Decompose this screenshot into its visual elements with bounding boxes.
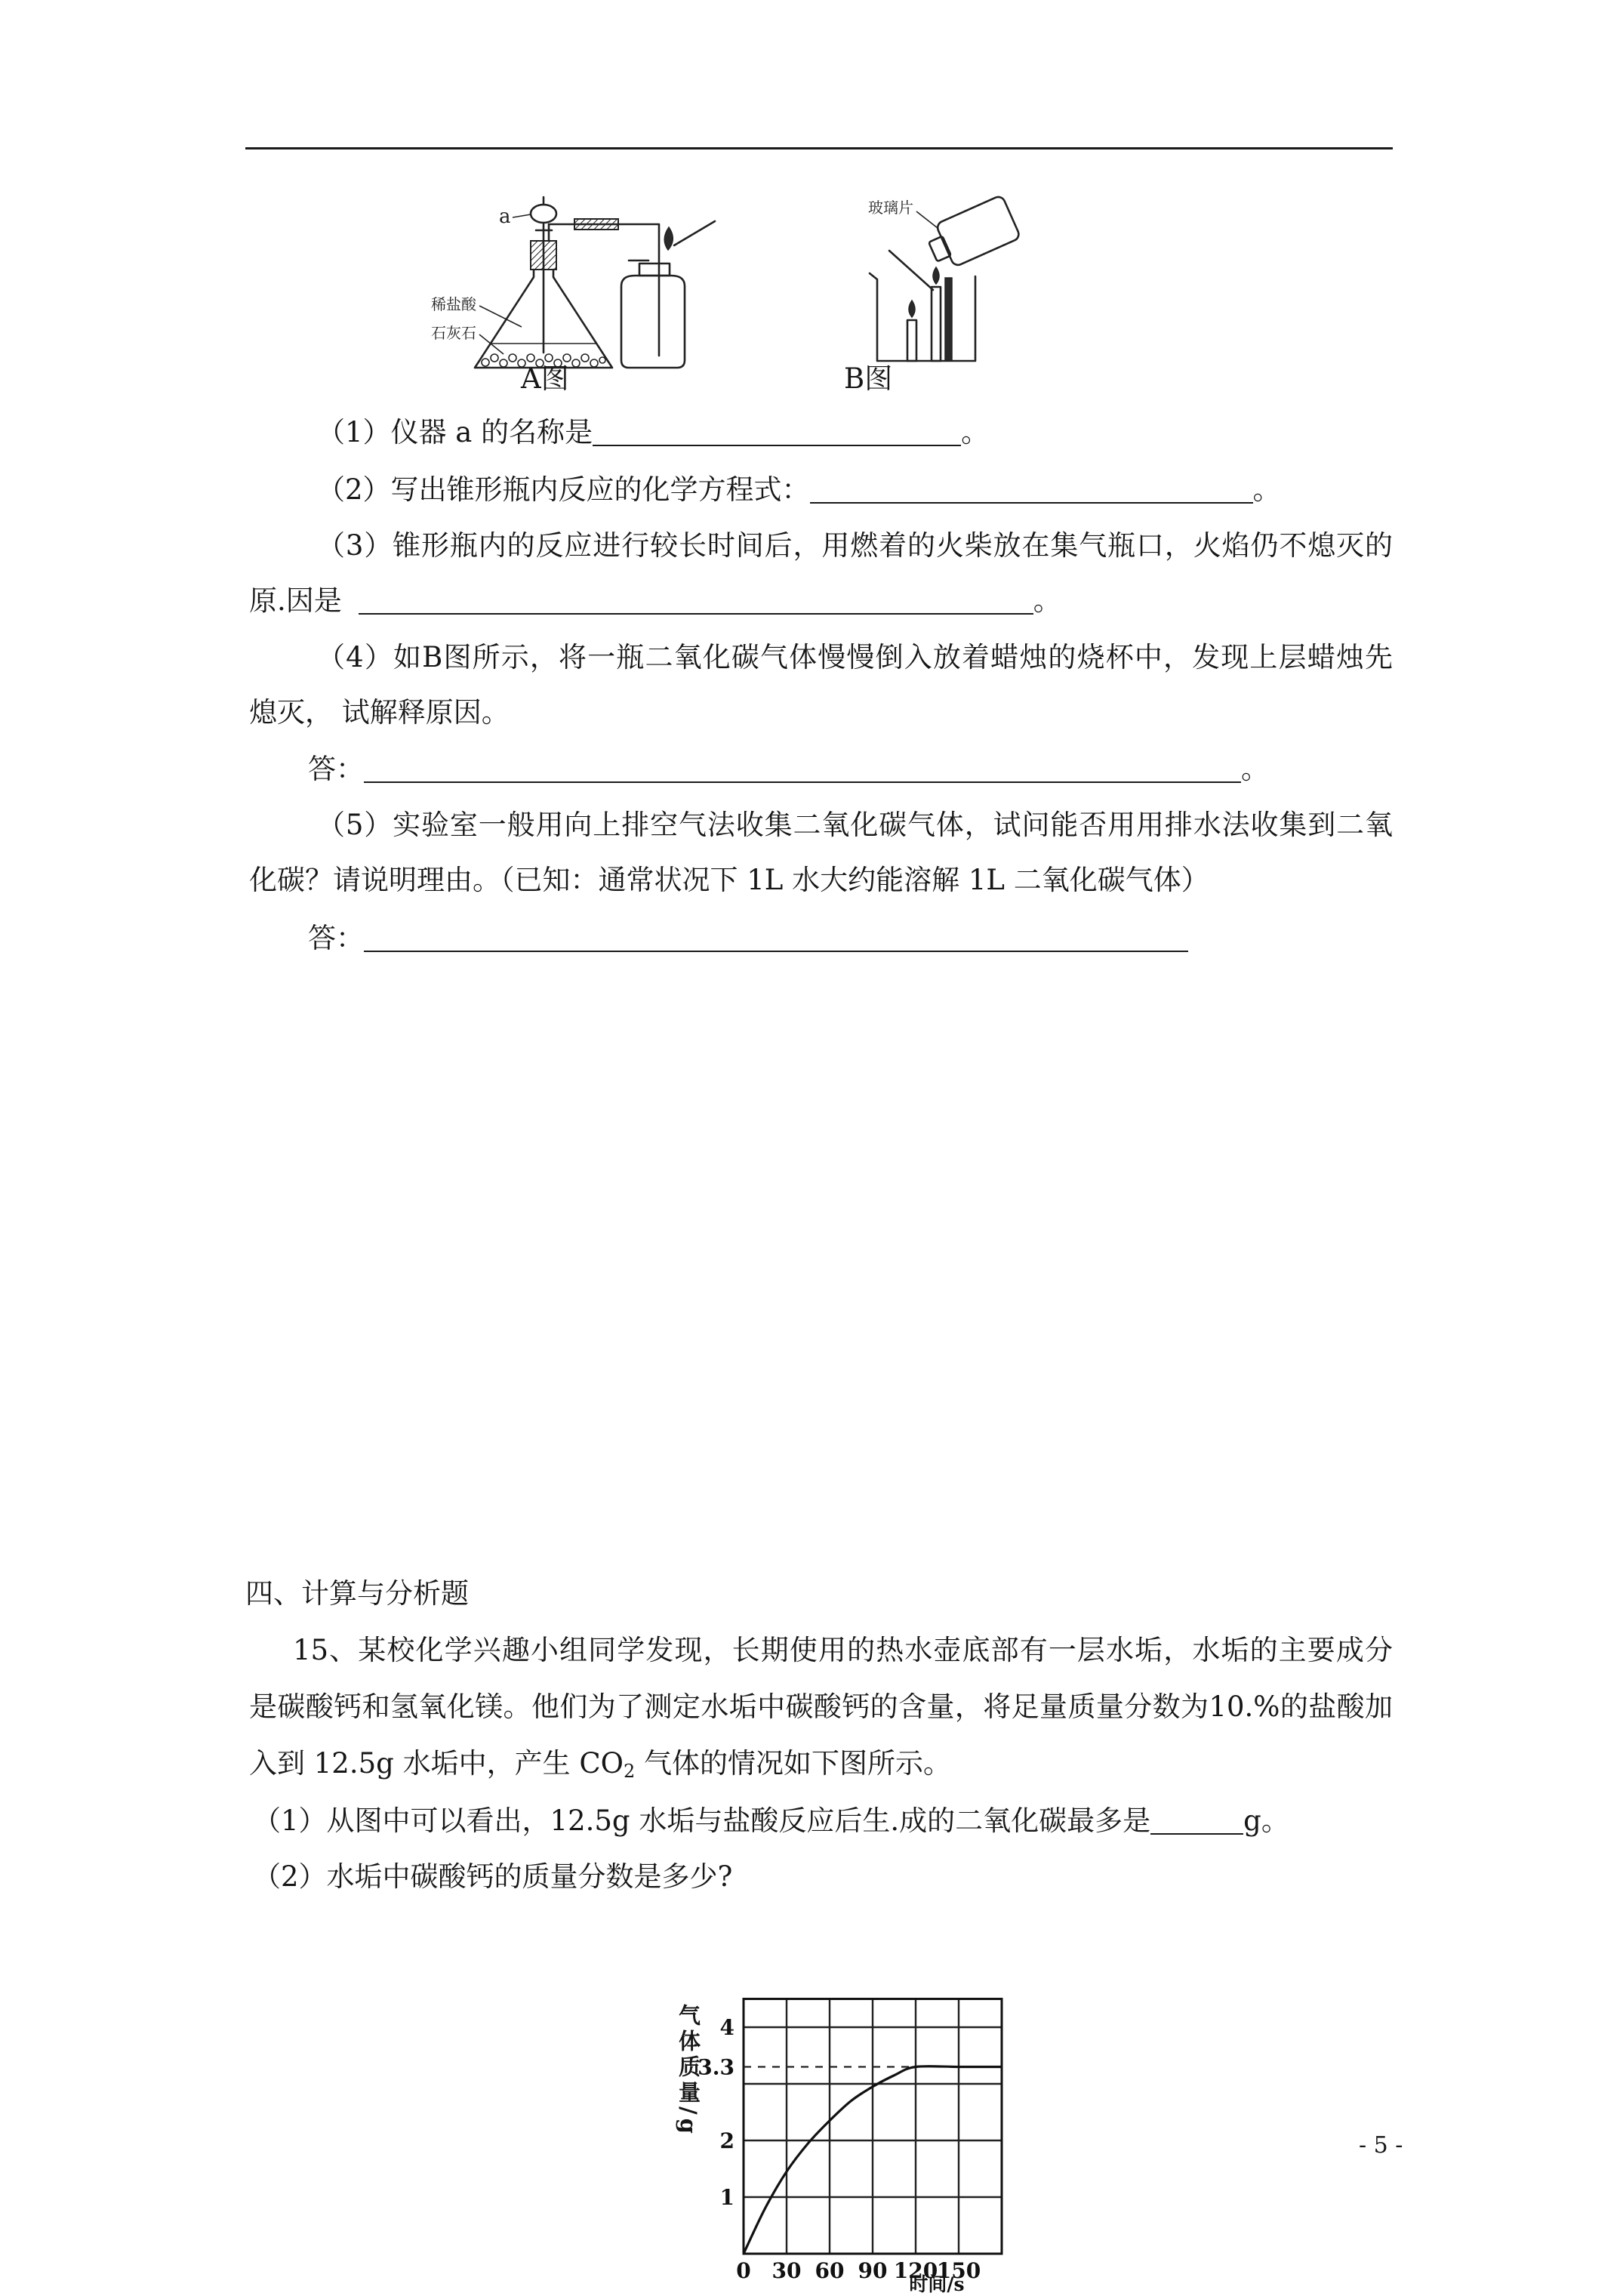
gas-mass-chart: [664, 1978, 1027, 2296]
x-tick-label: 90: [858, 2258, 888, 2283]
answer-label: 答：: [308, 922, 364, 954]
match-flame: [664, 227, 673, 250]
pebble: [581, 354, 589, 362]
x-tick-label: 30: [771, 2258, 802, 2283]
y-tick-label: 3.3: [698, 2054, 735, 2080]
carbon-dioxide-bottle: [923, 195, 1021, 273]
chart-plot: [664, 1978, 1027, 2296]
x-tick-label: 0: [736, 2258, 751, 2283]
question-15-line-3: [249, 1746, 951, 1782]
x-tick-label: 120: [893, 2258, 938, 2283]
glass-tube: [549, 224, 659, 356]
question-2-text: （2）写出锥形瓶内反应的化学方程式：: [317, 473, 810, 506]
question-1-text: （1）仪器 a 的名称是: [317, 416, 593, 448]
question-5-line-2: 化碳？请说明理由。（已知：通常状况下 1L 水大约能溶解 1L 二氧化碳气体）: [249, 864, 1209, 896]
question-15-part-1: [253, 1803, 1289, 1839]
rubber-stopper: [531, 241, 556, 270]
short-candle: [907, 300, 916, 361]
answer-blank: [364, 757, 1241, 783]
x-tick-label: 60: [815, 2258, 845, 2283]
pebble: [590, 359, 598, 367]
question-3-line-1: （3）锥形瓶内的反应进行较长时间后，用燃着的火柴放在集气瓶口，火焰仍不熄灭的: [317, 529, 1393, 562]
question-1-end: 。: [961, 416, 990, 448]
question-2-end: 。: [1252, 473, 1281, 506]
short-candle-body: [907, 320, 916, 361]
question-3-end: 。: [1033, 584, 1061, 617]
candle-stand: [945, 278, 952, 361]
limestone-label: 石灰石: [431, 324, 476, 342]
answer-label: 答：: [308, 753, 364, 785]
bottle-body: [621, 276, 685, 368]
figure-b-caption: B图: [844, 362, 893, 395]
funnel-label-pointer: [513, 214, 531, 217]
funnel-bulb: [531, 205, 556, 223]
x-tick-label: 150: [936, 2258, 981, 2283]
question-15-line-2: 是碳酸钙和氢氧化镁。他们为了测定水垢中碳酸钙的含量，将足量质量分数为10.%的盐酸加: [249, 1690, 1393, 1723]
answer-blank: [810, 478, 1253, 504]
pebble: [509, 354, 516, 362]
answer-blank: [359, 589, 1033, 615]
y-tick-label: 1: [719, 2185, 735, 2210]
question-4-line-2: 熄灭， 试解释原因。: [249, 696, 510, 729]
tall-candle-body: [932, 287, 941, 361]
y-tick-label: 2: [719, 2128, 735, 2153]
question-15-text-end: 气体的情况如下图所示。: [635, 1747, 952, 1780]
answer-blank: [364, 926, 1188, 952]
glass-plate-label-pointer: [916, 211, 938, 228]
match-stick: [674, 221, 715, 245]
question-15-part-1-text: （1）从图中可以看出，12.5g 水垢与盐酸反应后生.成的二氧化碳最多是: [253, 1804, 1151, 1837]
acid-label: 稀盐酸: [431, 295, 476, 313]
question-4-answer: [308, 751, 1269, 787]
funnel-label: a: [499, 205, 511, 228]
question-4-line-1: （4）如B图所示，将一瓶二氧化碳气体慢慢倒入放着蜡烛的烧杯中，发现上层蜡烛先: [317, 641, 1393, 673]
pebble: [572, 359, 580, 367]
x-axis-label: 时间/s: [909, 2273, 965, 2295]
answer-blank: [1150, 1809, 1243, 1835]
tall-candle: [932, 267, 941, 361]
question-15-part-1-unit: g。: [1243, 1804, 1289, 1837]
question-5-answer: [308, 920, 1188, 957]
y-tick-label: 4: [719, 2015, 735, 2040]
rubber-connector: [574, 219, 618, 230]
pebble: [491, 354, 498, 362]
question-15-text: 入到 12.5g 水垢中，产生 CO: [249, 1747, 624, 1780]
figure-b-apparatus: [853, 189, 1027, 370]
limestone-label-pointer: [479, 334, 504, 354]
tall-candle-flame: [933, 267, 939, 284]
page-number: - 5 -: [1359, 2132, 1403, 2159]
gas-collecting-bottle: [621, 260, 685, 368]
question-15-part-2: （2）水垢中碳酸钙的质量分数是多少?: [253, 1860, 733, 1893]
figure-a-apparatus: [419, 193, 721, 381]
figure-a-caption: A图: [521, 362, 569, 395]
question-5-line-1: （5）实验室一般用向上排空气法收集二氧化碳气体，试问能否用用排水法收集到二氧: [317, 809, 1393, 841]
question-3-line-2: [249, 583, 1061, 619]
bottle-neck: [639, 264, 670, 276]
y-axis-label: 气体质量/g: [676, 2004, 701, 2137]
section-heading: 四、计算与分析题: [245, 1577, 469, 1610]
short-candle-flame: [909, 300, 915, 317]
pebble: [500, 359, 507, 367]
glass-plate-label: 玻璃片: [868, 199, 913, 217]
header-rule: [245, 147, 1393, 149]
beaker: [870, 273, 975, 361]
question-3-text: 原.因是: [249, 584, 342, 617]
co2-bottle-neck: [929, 236, 951, 262]
answer-blank: [593, 421, 961, 446]
question-2: [317, 472, 1281, 508]
delivery-tube: [549, 219, 659, 356]
question-15-line-1: 15、某校化学兴趣小组同学发现，长期使用的热水壶底部有一层水垢，水垢的主要成分: [293, 1634, 1393, 1666]
co2-subscript: 2: [624, 1761, 636, 1782]
pebble: [482, 359, 489, 366]
question-1: [317, 415, 989, 451]
pebble: [599, 357, 605, 363]
question-4-end: 。: [1241, 753, 1269, 785]
acid-label-pointer: [479, 306, 522, 327]
glass-plate: [889, 251, 933, 290]
burning-match: [664, 221, 715, 250]
